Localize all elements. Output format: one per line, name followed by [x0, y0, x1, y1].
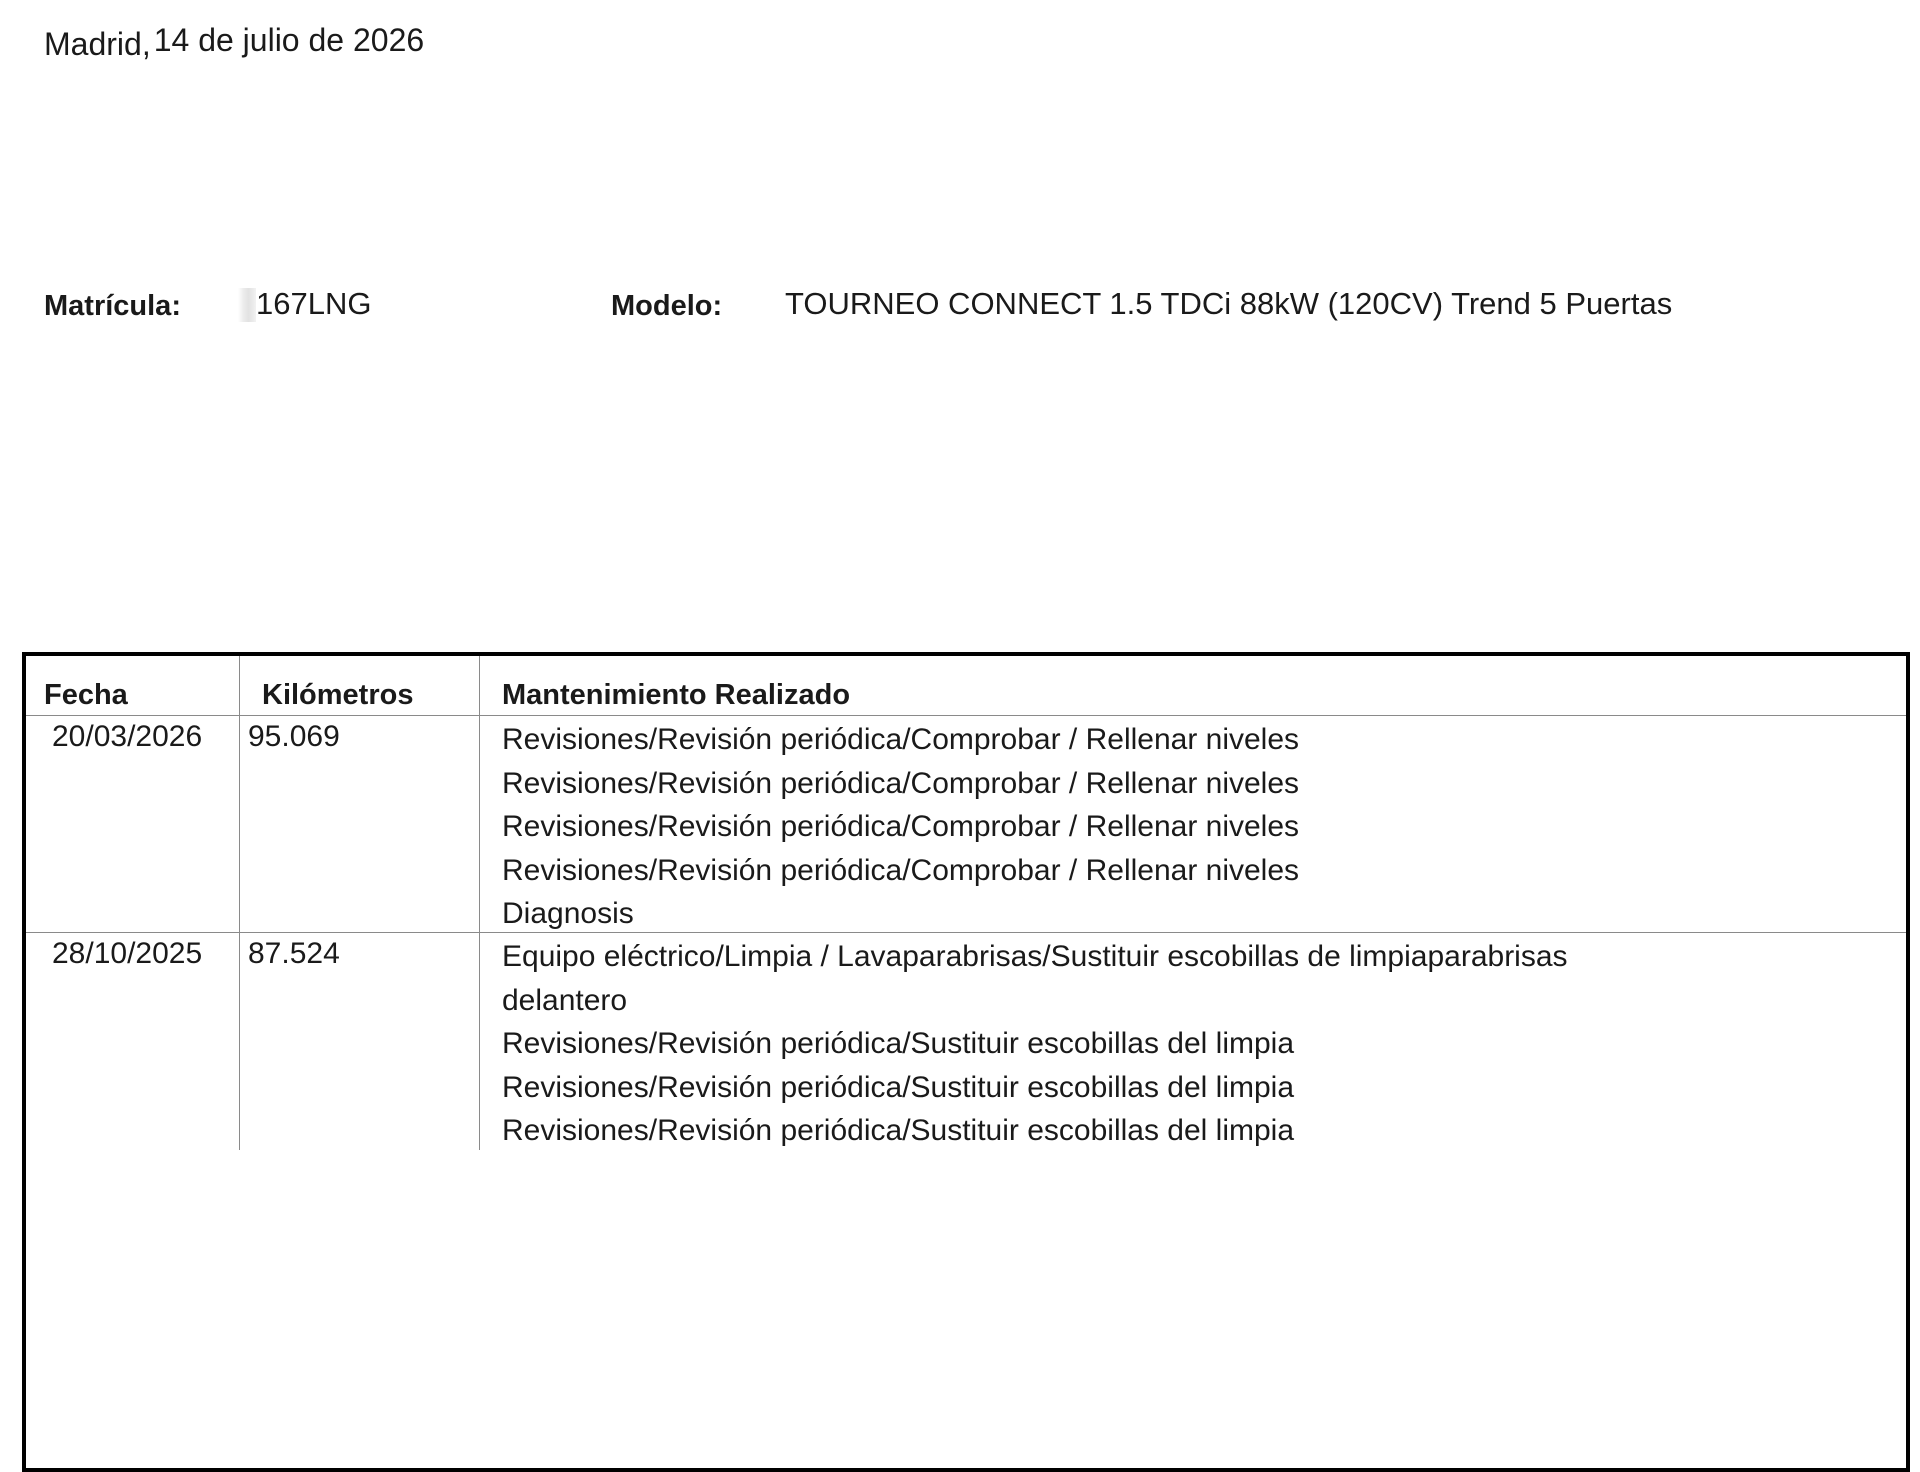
plate-redaction — [238, 288, 256, 322]
column-header-km: Kilómetros — [262, 679, 414, 711]
plate-label: Matrícula: — [44, 290, 181, 322]
row-maintenance — [502, 935, 1568, 1153]
maintenance-line: Diagnosis — [502, 897, 634, 930]
maintenance-line: Revisiones/Revisión periódica/Comprobar / Rellenar niveles — [502, 810, 1300, 843]
maintenance-line: Revisiones/Revisión periódica/Comprobar / Rellenar niveles — [502, 766, 1300, 800]
column-divider — [479, 656, 480, 1150]
column-divider — [239, 656, 240, 1150]
model-value: TOURNEO CONNECT 1.5 TDCi 88kW (120CV) Trend 5 Puertas — [785, 286, 1673, 321]
maintenance-line: Revisiones/Revisión periódica/Sustituir escobillas del limpia — [502, 1070, 1295, 1104]
row-date: 28/10/2025 — [52, 937, 203, 970]
column-header-maintenance: Mantenimiento Realizado — [502, 679, 851, 711]
row-km: 95.069 — [248, 720, 340, 753]
maintenance-line: Revisiones/Revisión periódica/Sustituir escobillas del limpia — [502, 1027, 1295, 1060]
column-header-date: Fecha — [44, 679, 128, 711]
row-date: 20/03/2026 — [52, 720, 203, 753]
place-date — [44, 22, 425, 62]
row-maintenance — [502, 718, 1299, 936]
maintenance-line: Revisiones/Revisión periódica/Comprobar / Rellenar niveles — [502, 723, 1300, 756]
model-label: Modelo: — [611, 290, 723, 322]
row-km: 87.524 — [248, 937, 340, 970]
place-city: Madrid, — [44, 26, 151, 62]
maintenance-line: Revisiones/Revisión periódica/Sustituir escobillas del limpia — [502, 1114, 1295, 1147]
maintenance-line: Revisiones/Revisión periódica/Comprobar / Rellenar niveles — [502, 853, 1300, 887]
plate-value: 167LNG — [256, 286, 372, 321]
maintenance-line: Equipo eléctrico/Limpia / Lavaparabrisas/Sustituir escobillas de limpiaparabrisas — [502, 940, 1568, 973]
document-date: 14 de julio de 2026 — [153, 22, 425, 58]
maintenance-line: delantero — [502, 983, 628, 1017]
header-row-divider — [26, 715, 1906, 716]
